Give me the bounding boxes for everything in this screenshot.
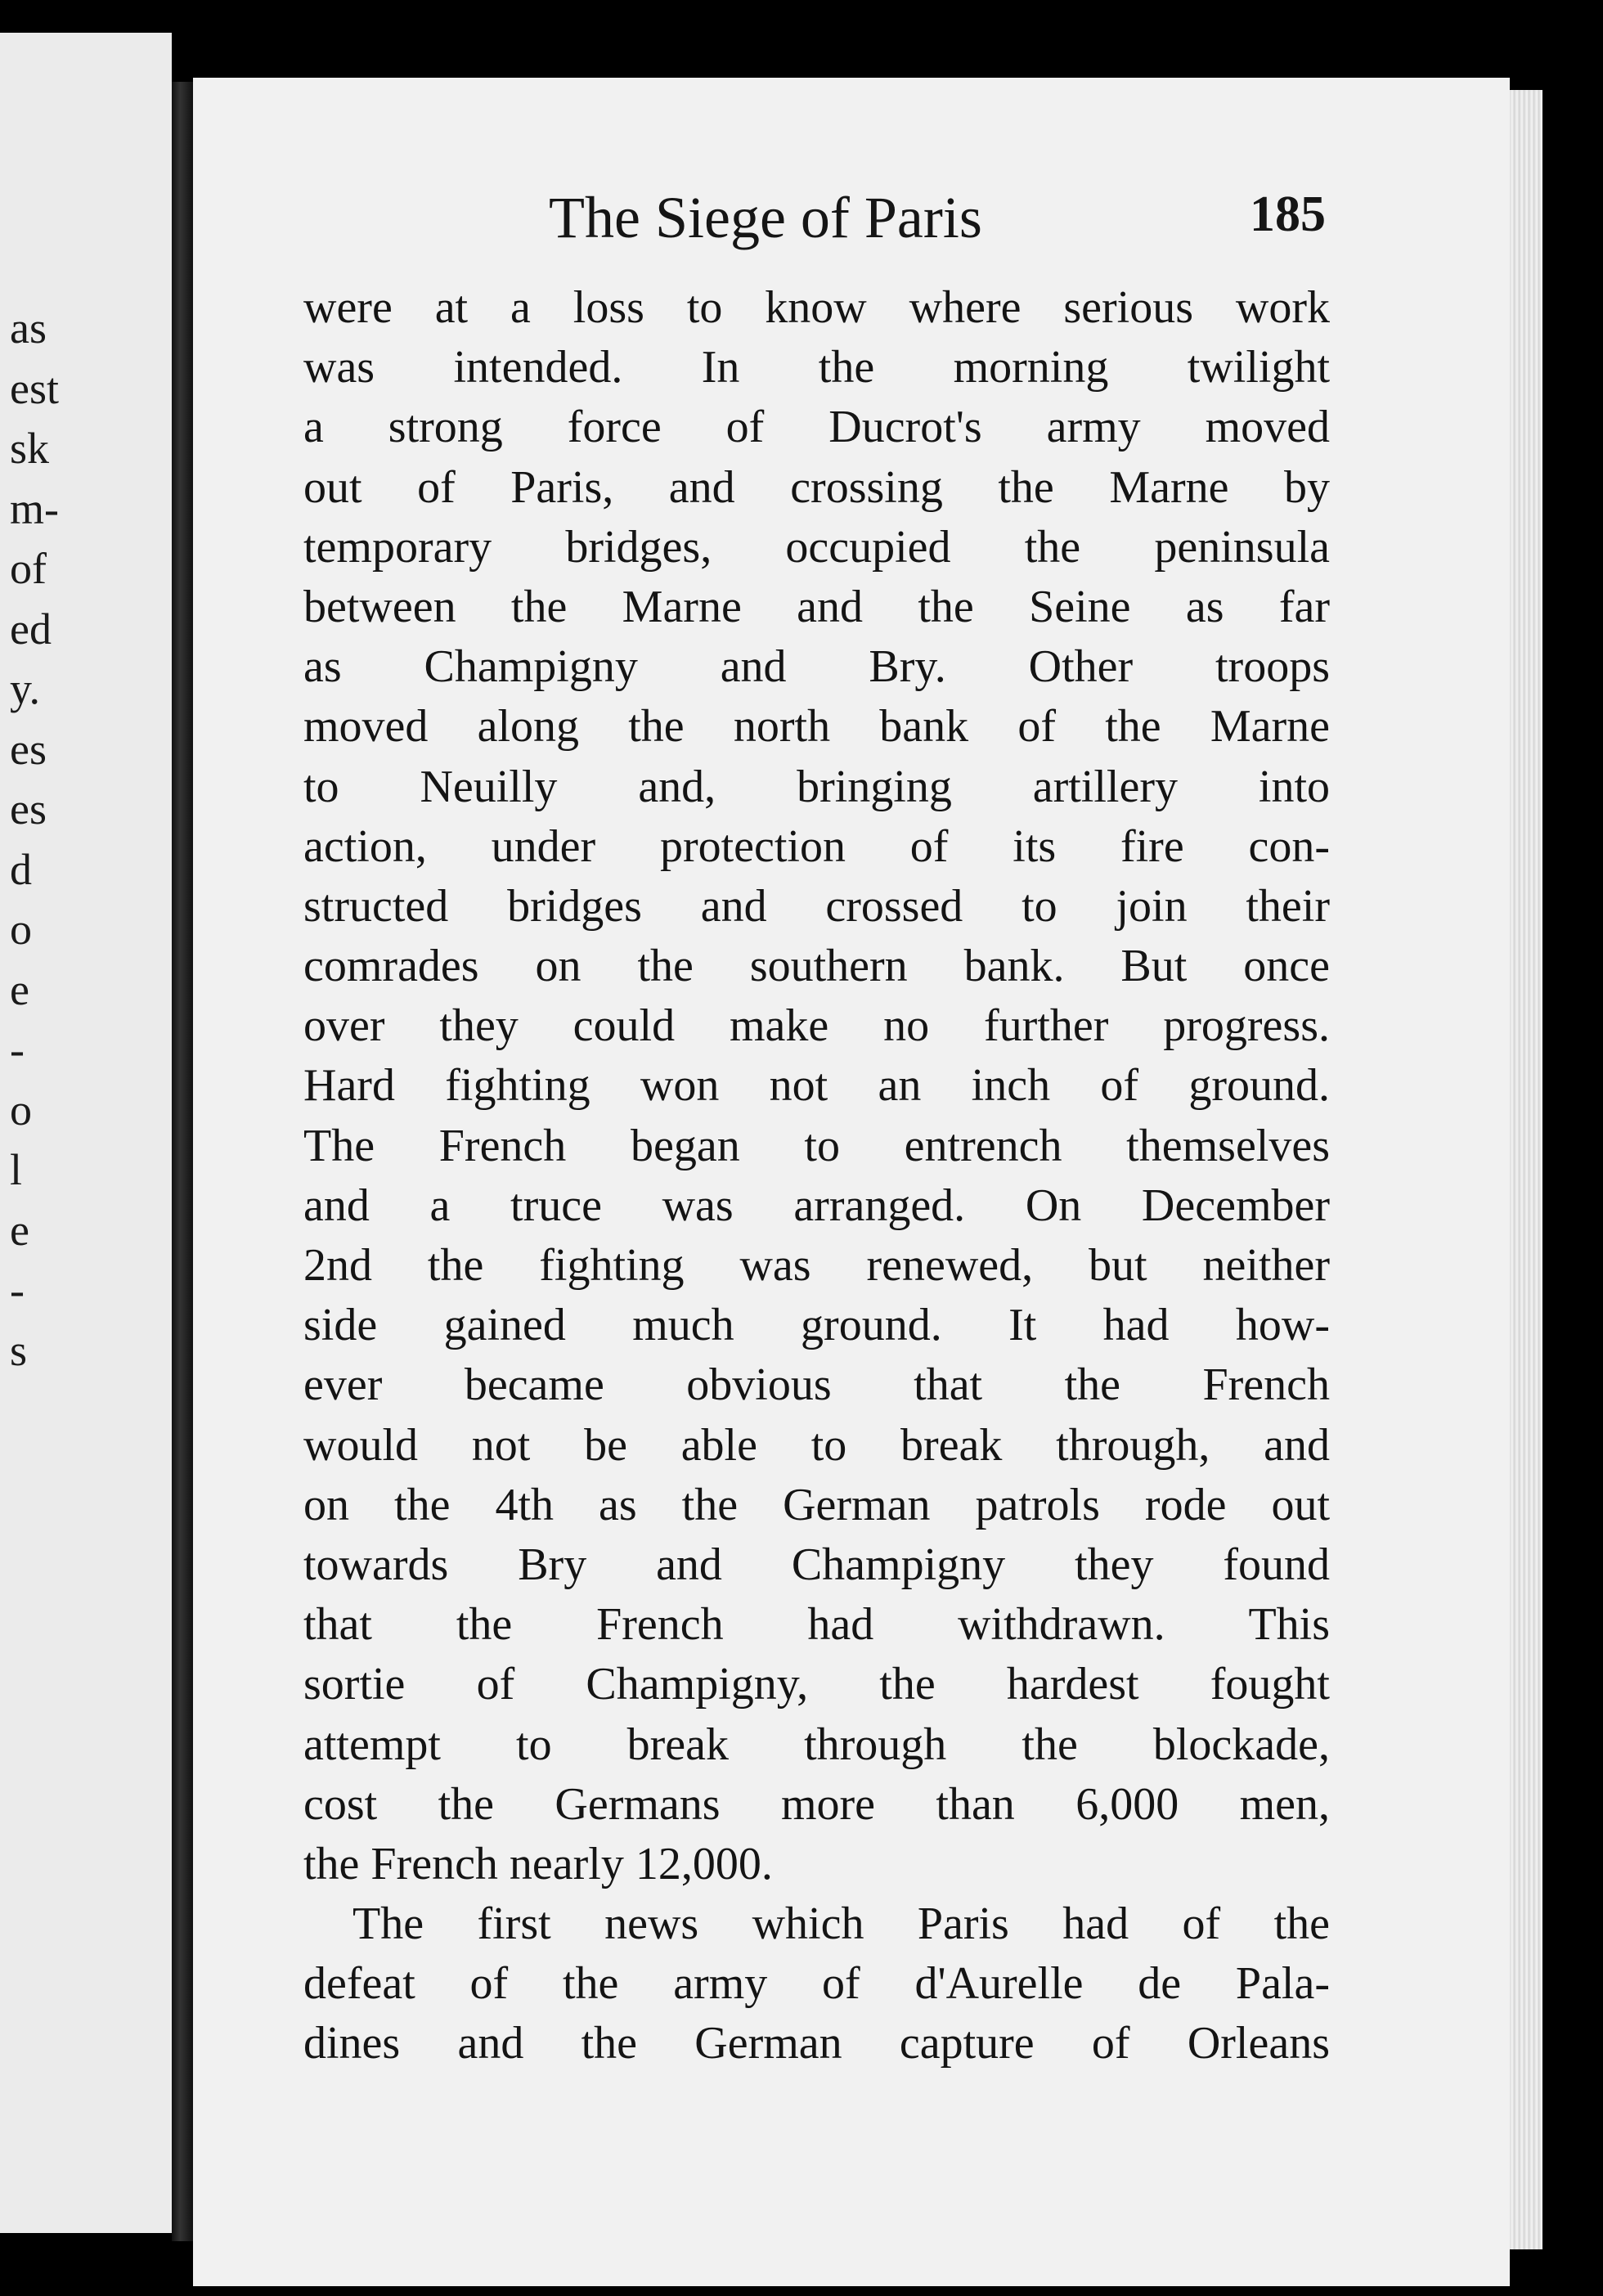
previous-page-fragment: of — [10, 544, 47, 593]
running-head — [193, 184, 1510, 266]
text-line: Hard fighting won not an inch of ground. — [303, 1060, 1330, 1112]
paragraph-1 — [303, 278, 1330, 1894]
text-line: sortie of Champigny, the hardest fought — [303, 1659, 1330, 1710]
previous-page-text-fragments — [10, 299, 59, 1381]
text-line: over they could make no further progress. — [303, 1000, 1330, 1052]
previous-page — [0, 33, 172, 2233]
previous-page-fragment: es — [10, 724, 47, 774]
previous-page-fragment: sk — [10, 424, 50, 473]
previous-page-fragment: as — [10, 303, 47, 353]
previous-page-fragment: - — [10, 1025, 25, 1074]
text-line: action, under protection of its fire con- — [303, 820, 1330, 872]
text-line: were at a loss to know where serious work — [303, 282, 1330, 333]
running-head-title: The Siege of Paris — [549, 185, 982, 250]
page-number: 185 — [1250, 186, 1326, 242]
text-line: between the Marne and the Seine as far — [303, 581, 1330, 632]
previous-page-fragment: - — [10, 1265, 25, 1314]
previous-page-fragment: es — [10, 784, 47, 833]
text-line: ever became obvious that the French — [303, 1359, 1330, 1411]
text-line: attempt to break through the blockade, — [303, 1719, 1330, 1770]
previous-page-fragment: e — [10, 1205, 29, 1255]
paragraph-2 — [303, 1894, 1330, 2074]
text-line: to Neuilly and, bringing artillery into — [303, 761, 1330, 812]
text-line: side gained much ground. It had how- — [303, 1300, 1330, 1351]
text-line: and a truce was arranged. On December — [303, 1179, 1330, 1231]
previous-page-fragment: e — [10, 964, 29, 1014]
previous-page-fragment: o — [10, 1085, 32, 1135]
text-line: out of Paris, and crossing the Marne by — [303, 461, 1330, 513]
previous-page-fragment: y. — [10, 664, 40, 713]
previous-page-fragment: l — [10, 1145, 23, 1194]
previous-page-fragment: d — [10, 844, 32, 894]
text-line: structed bridges and crossed to join their — [303, 880, 1330, 932]
text-line: The first news which Paris had of the — [352, 1898, 1330, 1950]
text-line: was intended. In the morning twilight — [303, 342, 1330, 393]
previous-page-fragment: m- — [10, 483, 59, 533]
text-line: a strong force of Ducrot's army moved — [303, 402, 1330, 453]
text-line: the French nearly 12,000. — [303, 1838, 773, 1889]
text-line: The French began to entrench themselves — [303, 1120, 1330, 1171]
text-line: comrades on the southern bank. But once — [303, 941, 1330, 992]
book-page — [193, 78, 1510, 2286]
text-line: as Champigny and Bry. Other troops — [303, 641, 1330, 693]
text-line: moved along the north bank of the Marne — [303, 701, 1330, 753]
previous-page-fragment: ed — [10, 604, 52, 654]
text-line: that the French had withdrawn. This — [303, 1599, 1330, 1651]
text-line: dines and the German capture of Orleans — [303, 2018, 1330, 2069]
body-text — [303, 278, 1330, 2074]
book-gutter — [172, 82, 193, 2241]
text-line: temporary bridges, occupied the peninsula — [303, 521, 1330, 573]
text-line: 2nd the fighting was renewed, but neither — [303, 1240, 1330, 1291]
text-line: would not be able to break through, and — [303, 1419, 1330, 1471]
previous-page-fragment: o — [10, 905, 32, 954]
previous-page-fragment: est — [10, 363, 59, 413]
text-line: on the 4th as the German patrols rode out — [303, 1479, 1330, 1530]
text-line: towards Bry and Champigny they found — [303, 1539, 1330, 1590]
page-edges — [1510, 90, 1542, 2249]
text-line: defeat of the army of d'Aurelle de Pala- — [303, 1958, 1330, 2010]
text-line: cost the Germans more than 6,000 men, — [303, 1778, 1330, 1830]
previous-page-fragment: s — [10, 1325, 28, 1375]
